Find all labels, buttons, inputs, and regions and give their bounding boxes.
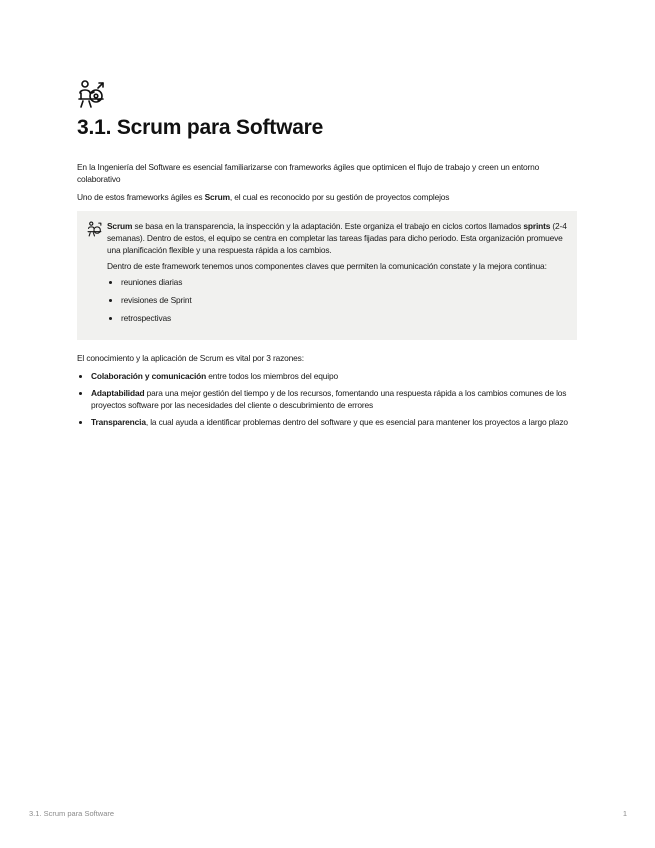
list-item: • revisiones de Sprint xyxy=(121,294,567,306)
callout-text-1: se basa en la transparencia, la inspección y la adaptación. Este organiza el trabajo en ciclos cortos llamados xyxy=(132,221,524,231)
list-item xyxy=(91,370,577,382)
scrum-callout xyxy=(77,211,577,340)
page-title: 3.1. Scrum para Software xyxy=(77,116,324,139)
intro-text-before: Uno de estos frameworks ágiles es xyxy=(77,192,205,202)
reason-bold: Colaboración y comunicación xyxy=(91,371,207,381)
callout-scrum-bold: Scrum xyxy=(107,221,133,231)
callout-body xyxy=(107,220,567,330)
reason-text: entre todos los miembros del equipo xyxy=(206,371,339,381)
list-item xyxy=(91,387,577,411)
document-body xyxy=(77,161,577,433)
callout-paragraph-1 xyxy=(107,220,567,256)
agile-team-icon xyxy=(77,79,107,109)
components-list xyxy=(107,276,567,324)
reason-text: para una mejor gestión del tiempo y de los recursos, fomentando una respuesta rápida a los cambios comunes de los proyectos software por las necesidades del cliente o descubrimiento de errores xyxy=(91,388,567,410)
reasons-intro: El conocimiento y la aplicación de Scrum es vital por 3 razones: xyxy=(77,353,304,363)
intro-paragraph: En la Ingeniería del Software es esencial familiarizarse con frameworks ágiles que optimicen el flujo de trabajo y creen un entorno colaborativo xyxy=(77,162,540,184)
list-item: • reuniones diarias xyxy=(121,276,567,288)
reason-bold: Transparencia xyxy=(91,417,146,427)
callout-paragraph-2: Dentro de este framework tenemos unos componentes claves que permiten la comunicación constate y la mejora continua: xyxy=(107,261,547,271)
list-item: • retrospectivas xyxy=(121,312,567,324)
intro-scrum-bold: Scrum xyxy=(204,192,230,202)
page-number: 1 xyxy=(622,809,627,818)
footer-title: 3.1. Scrum para Software xyxy=(29,809,115,818)
reason-bold: Adaptabilidad xyxy=(91,388,145,398)
reasons-list xyxy=(77,370,577,428)
callout-sprints-bold: sprints xyxy=(523,221,551,231)
agile-team-icon xyxy=(87,221,103,237)
list-item xyxy=(91,416,577,428)
intro-text-after: , el cual es reconocido por su gestión de proyectos complejos xyxy=(229,192,450,202)
reason-text: , la cual ayuda a identificar problemas dentro del software y que es esencial para mantener los proyectos a largo plazo xyxy=(145,417,568,427)
intro-frameworks-paragraph xyxy=(77,191,577,203)
callout-text-2: (2-4 semanas). Dentro de estos, el equipo se centra en completar las tareas fijadas para dicho periodo. Esta organización promueve una planificación flexible y una respuesta rápida a los cambios. xyxy=(107,221,567,255)
